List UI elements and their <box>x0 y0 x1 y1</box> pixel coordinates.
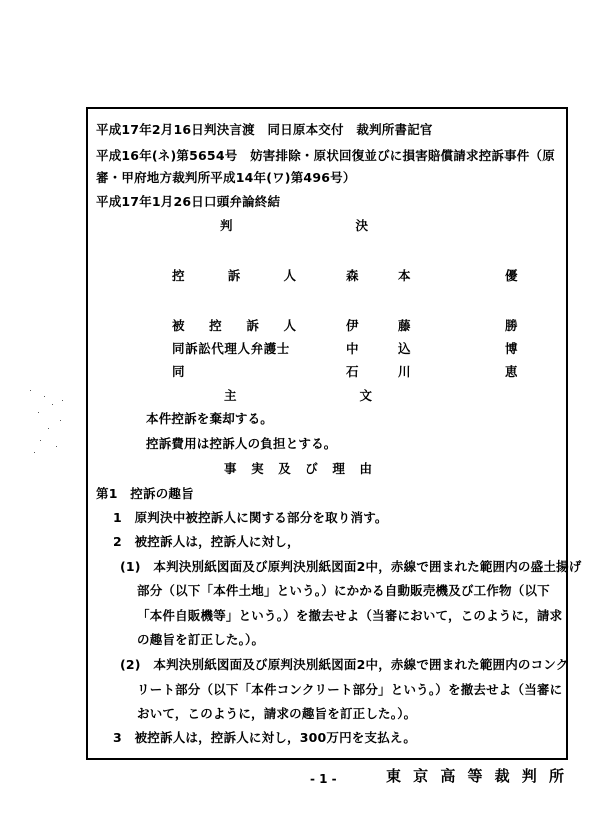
role-char: 訴 <box>227 268 241 283</box>
page-number: - 1 - <box>310 772 337 786</box>
court-char: 東 <box>386 767 402 785</box>
party-name-1b: 本 <box>398 268 411 283</box>
court-char: 高 <box>440 767 456 785</box>
subitem-1-line-2: 部分（以下「本件土地」という。）にかかる自動販売機及び工作物（以下 <box>137 583 550 598</box>
court-char: 所 <box>548 767 564 785</box>
role-char: 人 <box>283 268 296 283</box>
party-name-1c: 優 <box>505 268 518 283</box>
court-char: 京 <box>413 767 429 785</box>
judgment-title <box>220 218 368 234</box>
facts-title-char: 及 <box>278 461 291 476</box>
party-name-2b: 藤 <box>398 318 411 333</box>
role-char: 人 <box>283 318 296 333</box>
party-role-appellant <box>172 268 296 284</box>
facts-title <box>224 461 372 477</box>
item-2: 2 被控訴人は，控訴人に対し， <box>113 534 300 549</box>
role-char: 訴 <box>246 318 259 333</box>
party-name-2c: 勝 <box>505 318 518 333</box>
judgment-title-char: 決 <box>355 218 368 233</box>
court-name <box>386 765 564 786</box>
subitem-1-line-1: (1) 本判決別紙図面及び原判決別紙図面2中，赤線で囲まれた範囲内の盛土揚げ <box>120 559 582 574</box>
subitem-2-line-1: (2) 本判決別紙図面及び原判決別紙図面2中，赤線で囲まれた範囲内のコンク <box>120 657 569 672</box>
facts-title-char: 由 <box>359 461 372 476</box>
facts-title-char: 事 <box>224 461 237 476</box>
main-text-line-1: 本件控訴を棄却する。 <box>146 411 274 426</box>
header-line-4: 平成17年1月26日口頭弁論終結 <box>96 194 281 209</box>
main-text-line-2: 控訴費用は控訴人の負担とする。 <box>146 436 337 451</box>
subitem-1-line-4: の趣旨を訂正した。）。 <box>137 632 265 647</box>
party-name-4b: 川 <box>398 364 411 379</box>
main-text-title <box>224 388 372 404</box>
facts-title-char: び <box>305 461 318 476</box>
court-char: 裁 <box>494 767 510 785</box>
party-name-3a: 中 <box>346 341 359 356</box>
item-1: 1 原判決中被控訴人に関する部分を取り消す。 <box>113 510 388 525</box>
role-char: 控 <box>172 268 185 283</box>
header-line-2: 平成16年(ネ)第5654号 妨害排除・原状回復並びに損害賠償請求控訴事件（原 <box>96 148 555 163</box>
subitem-2-line-3: おいて，このように，請求の趣旨を訂正した。）。 <box>137 706 417 721</box>
facts-title-char: 理 <box>332 461 345 476</box>
court-char: 等 <box>467 767 483 785</box>
header-line-1: 平成17年2月16日判決言渡 同日原本交付 裁判所書記官 <box>96 122 433 137</box>
party-name-1a: 森 <box>346 268 359 283</box>
section-1-heading: 第1 控訴の趣旨 <box>96 486 194 501</box>
main-title-char: 主 <box>224 388 237 403</box>
subitem-2-line-2: リート部分（以下「本件コンクリート部分」という。）を撤去せよ（当審に <box>137 682 563 697</box>
header-line-3: 審・甲府地方裁判所平成14年(ワ)第496号） <box>96 170 356 185</box>
item-3: 3 被控訴人は，控訴人に対し，300万円を支払え。 <box>113 730 417 745</box>
party-name-3b: 込 <box>398 341 411 356</box>
party-role-appellee <box>172 318 296 334</box>
judgment-title-char: 判 <box>220 218 233 233</box>
party-role-same: 同 <box>172 364 185 379</box>
party-name-3c: 博 <box>505 341 518 356</box>
role-char: 被 <box>172 318 185 333</box>
party-name-2a: 伊 <box>346 318 359 333</box>
party-name-4c: 恵 <box>505 364 518 379</box>
party-name-4a: 石 <box>346 364 359 379</box>
role-char: 控 <box>209 318 222 333</box>
court-char: 判 <box>521 767 537 785</box>
subitem-1-line-3: 「本件自販機等」という。）を撤去せよ（当審において，このように，請求 <box>137 608 563 623</box>
main-title-char: 文 <box>359 388 372 403</box>
facts-title-char: 実 <box>251 461 264 476</box>
party-role-counsel: 同訴訟代理人弁護士 <box>172 341 290 356</box>
